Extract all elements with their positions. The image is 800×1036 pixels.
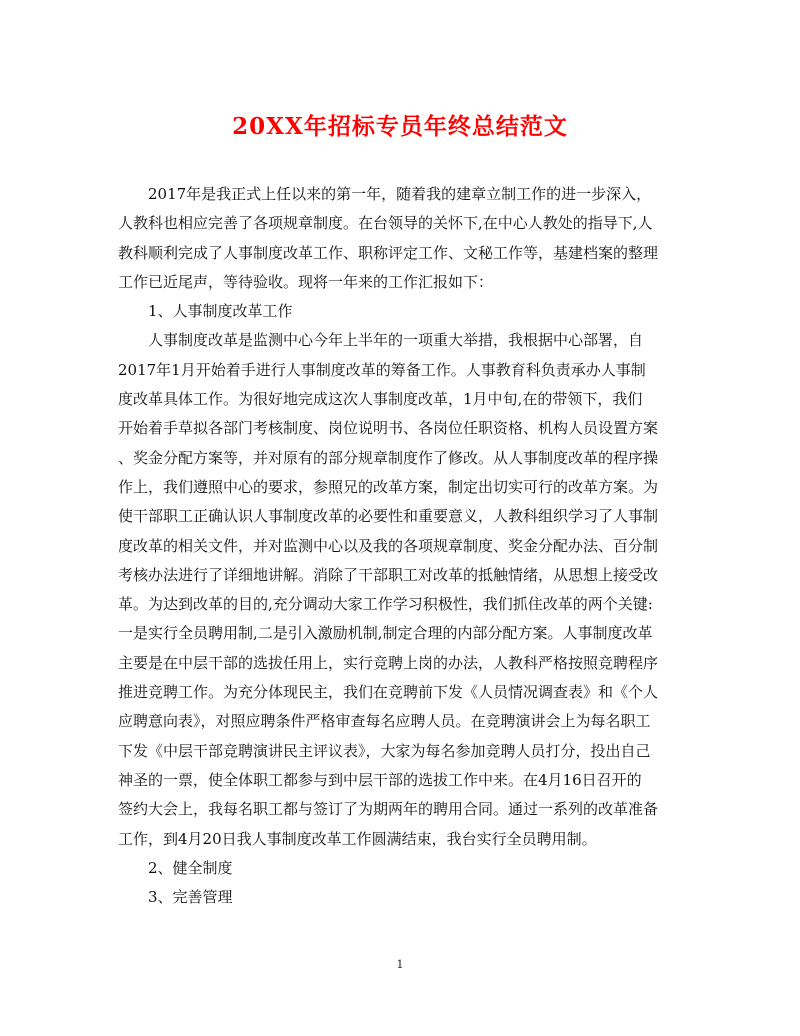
- section-heading-1: 1、人事制度改革工作: [148, 302, 293, 321]
- body-line: 2017年是我正式上任以来的第一年，随着我的建章立制工作的进一步深入，: [148, 185, 652, 203]
- body-line: 神圣的一票，使全体职工都参与到中层干部的选拔工作中来。在4月16日召开的: [118, 770, 642, 789]
- body-line: 教科顺利完成了人事制度改革工作、职称评定工作、文秘工作等，基建档案的整理: [118, 243, 659, 262]
- body-line: 应聘意向表》，对照应聘条件严格审查每名应聘人员。在竞聘演讲会上为每名职工: [118, 712, 651, 731]
- page-number: 1: [396, 958, 404, 971]
- body-line: 人教科也相应完善了各项规章制度。在台领导的关怀下,在中心人教处的指导下,人: [118, 214, 653, 233]
- document-body: [118, 180, 680, 912]
- body-line: 主要是在中层干部的选拔任用上，实行竞聘上岗的办法，人教科严格按照竞聘程序: [118, 653, 659, 672]
- body-line: 使干部职工正确认识人事制度改革的必要性和重要意义，人教科组织学习了人事制: [118, 507, 659, 526]
- body-line: 作上，我们遵照中心的要求，参照兄的改革方案，制定出切实可行的改革方案。为: [118, 477, 659, 496]
- body-line: 人事制度改革是监测中心今年上半年的一项重大举措，我根据中心部署，自: [148, 331, 644, 350]
- body-line: 工作已近尾声，等待验收。现将一年来的工作汇报如下：: [118, 272, 494, 291]
- body-line: 一是实行全员聘用制,二是引入激励机制,制定合理的内部分配方案。人事制度改革: [118, 624, 653, 643]
- section-heading-3: 3、完善管理: [148, 888, 233, 907]
- body-line: 开始着手草拟各部门考核制度、岗位说明书、各岗位任职资格、机构人员设置方案: [118, 419, 659, 438]
- document-title: 20XX年招标专员年终总结范文: [232, 113, 568, 140]
- body-line: 考核办法进行了详细地讲解。消除了干部职工对改革的抵触情绪，从思想上接受改: [118, 565, 659, 584]
- body-line: 下发《中层干部竞聘演讲民主评议表》，大家为每名参加竞聘人员打分，投出自己: [118, 741, 651, 760]
- body-line: 度改革的相关文件，并对监测中心以及我的各项规章制度、奖金分配办法、百分制: [118, 536, 659, 555]
- body-line: 推进竞聘工作。为充分体现民主，我们在竞聘前下发《人员情况调查表》和《个人: [118, 683, 659, 702]
- body-line: 度改革具体工作。为很好地完成这次人事制度改革，1月中旬,在的带领下，我们: [118, 390, 643, 409]
- body-line: 2017年1月开始着手进行人事制度改革的筹备工作。人事教育科负责承办人事制: [118, 360, 646, 379]
- body-line: 工作，到4月20日我人事制度改革工作圆满结束，我台实行全员聘用制。: [118, 829, 597, 848]
- body-line: 签约大会上，我每名职工都与签订了为期两年的聘用合同。通过一系列的改革准备: [118, 800, 659, 819]
- body-line: 革。为达到改革的目的,充分调动大家工作学习积极性，我们抓住改革的两个关键:: [118, 595, 653, 614]
- body-line: 、奖金分配方案等，并对原有的部分规章制度作了修改。从人事制度改革的程序操: [118, 448, 659, 467]
- section-heading-2: 2、健全制度: [148, 858, 233, 877]
